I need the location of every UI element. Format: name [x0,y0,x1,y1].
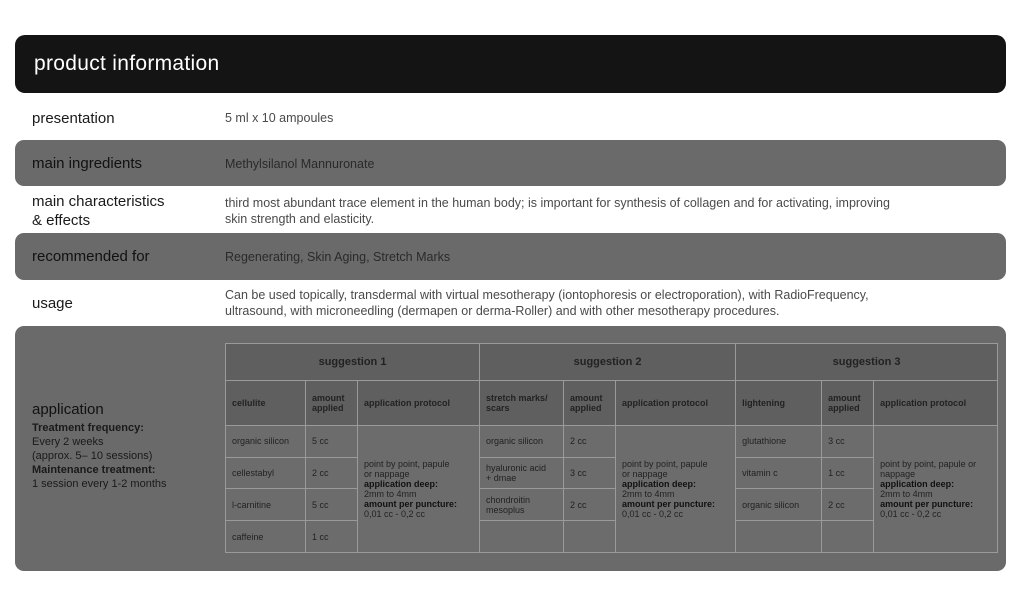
suggestion-3-protocol: point by point, papule or nappage application deep: 2mm to 4mm amount per puncture: 0,01 cc - 0,2 cc [874,425,998,552]
suggestion-2-protocol-header: application protocol [616,380,736,425]
suggestion-2-amount-header: amount applied [564,380,616,425]
usage-value-line2: ultrasound, with microneedling (dermapen or derma-Roller) and with other mesotherapy procedures. [225,304,780,318]
maintenance-treatment-line: 1 session every 1-2 months [32,478,167,490]
empty-cell [736,521,822,553]
presentation-label: presentation [32,110,115,127]
ingredient-name: caffeine [226,521,306,553]
ingredient-amount: 5 cc [306,425,358,457]
page-title: product information [34,52,220,75]
empty-cell [480,521,564,553]
ingredient-name: chondroitin mesoplus [480,489,564,521]
ingredient-name: glutathione [736,425,822,457]
ingredient-amount: 3 cc [564,457,616,489]
main-ingredients-label: main ingredients [32,155,143,172]
main-characteristics-value-line2: skin strength and elasticity. [225,212,375,226]
ingredient-amount: 1 cc [822,457,874,489]
usage-value-line1: Can be used topically, transdermal with virtual mesotherapy (iontophoresis or electroporation), with RadioFrequency, [225,288,869,302]
ingredient-amount: 2 cc [564,425,616,457]
ingredient-amount: 2 cc [306,457,358,489]
treatment-frequency-line1: Every 2 weeks [32,436,104,448]
treatment-frequency-title: Treatment frequency: [32,422,144,434]
table-row [226,425,998,457]
ingredient-amount: 5 cc [306,489,358,521]
usage-label: usage [32,295,73,312]
empty-cell [564,521,616,553]
suggestion-3-title: suggestion 3 [736,344,998,381]
main-characteristics-row [15,188,1006,232]
ingredient-name: organic silicon [736,489,822,521]
ingredient-name: cellestabyl [226,457,306,489]
main-characteristics-label-line2: & effects [32,212,91,229]
empty-cell [822,521,874,553]
ingredient-name: hyaluronic acid + dmae [480,457,564,489]
ingredient-name: l-carnitine [226,489,306,521]
ingredient-name: organic silicon [480,425,564,457]
treatment-frequency-line2: (approx. 5– 10 sessions) [32,450,153,462]
main-characteristics-value-line1: third most abundant trace element in the human body; is important for synthesis of collagen and for activating, improving [225,196,890,210]
main-characteristics-label [32,192,165,230]
application-info [32,401,212,491]
main-ingredients-row [15,140,1006,186]
recommended-for-row [15,233,1006,280]
ingredient-amount: 2 cc [564,489,616,521]
product-info-header [15,35,1006,93]
main-characteristics-label-line1: main characteristics [32,193,165,210]
main-ingredients-value: Methylsilanol Mannuronate [225,157,375,171]
ingredient-name: organic silicon [226,425,306,457]
suggestion-3-category-header: lightening [736,380,822,425]
application-label: application [32,401,104,418]
ingredient-amount: 1 cc [306,521,358,553]
suggestion-1-title: suggestion 1 [226,344,480,381]
recommended-for-value: Regenerating, Skin Aging, Stretch Marks [225,250,451,264]
suggestions-table [225,343,998,553]
application-block [15,326,1006,571]
suggestion-1-protocol-header: application protocol [358,380,480,425]
main-characteristics-value [225,195,965,227]
suggestion-3-amount-header: amount applied [822,380,874,425]
recommended-for-label: recommended for [32,248,150,265]
ingredient-amount: 3 cc [822,425,874,457]
usage-row [15,282,1006,324]
maintenance-treatment-title: Maintenance treatment: [32,464,156,476]
suggestion-2-category-header: stretch marks/ scars [480,380,564,425]
presentation-row [15,100,1006,138]
usage-value [225,287,965,319]
suggestion-1-amount-header: amount applied [306,380,358,425]
presentation-value: 5 ml x 10 ampoules [225,111,334,125]
suggestion-2-protocol: point by point, papule or nappage application deep: 2mm to 4mm amount per puncture: 0,01 cc - 0,2 cc [616,425,736,552]
suggestion-1-protocol: point by point, papule or nappage application deep: 2mm to 4mm amount per puncture: 0,01 cc - 0,2 cc [358,425,480,552]
ingredient-amount: 2 cc [822,489,874,521]
suggestion-1-category-header: cellulite [226,380,306,425]
suggestion-2-title: suggestion 2 [480,344,736,381]
ingredient-name: vitamin c [736,457,822,489]
suggestion-3-protocol-header: application protocol [874,380,998,425]
